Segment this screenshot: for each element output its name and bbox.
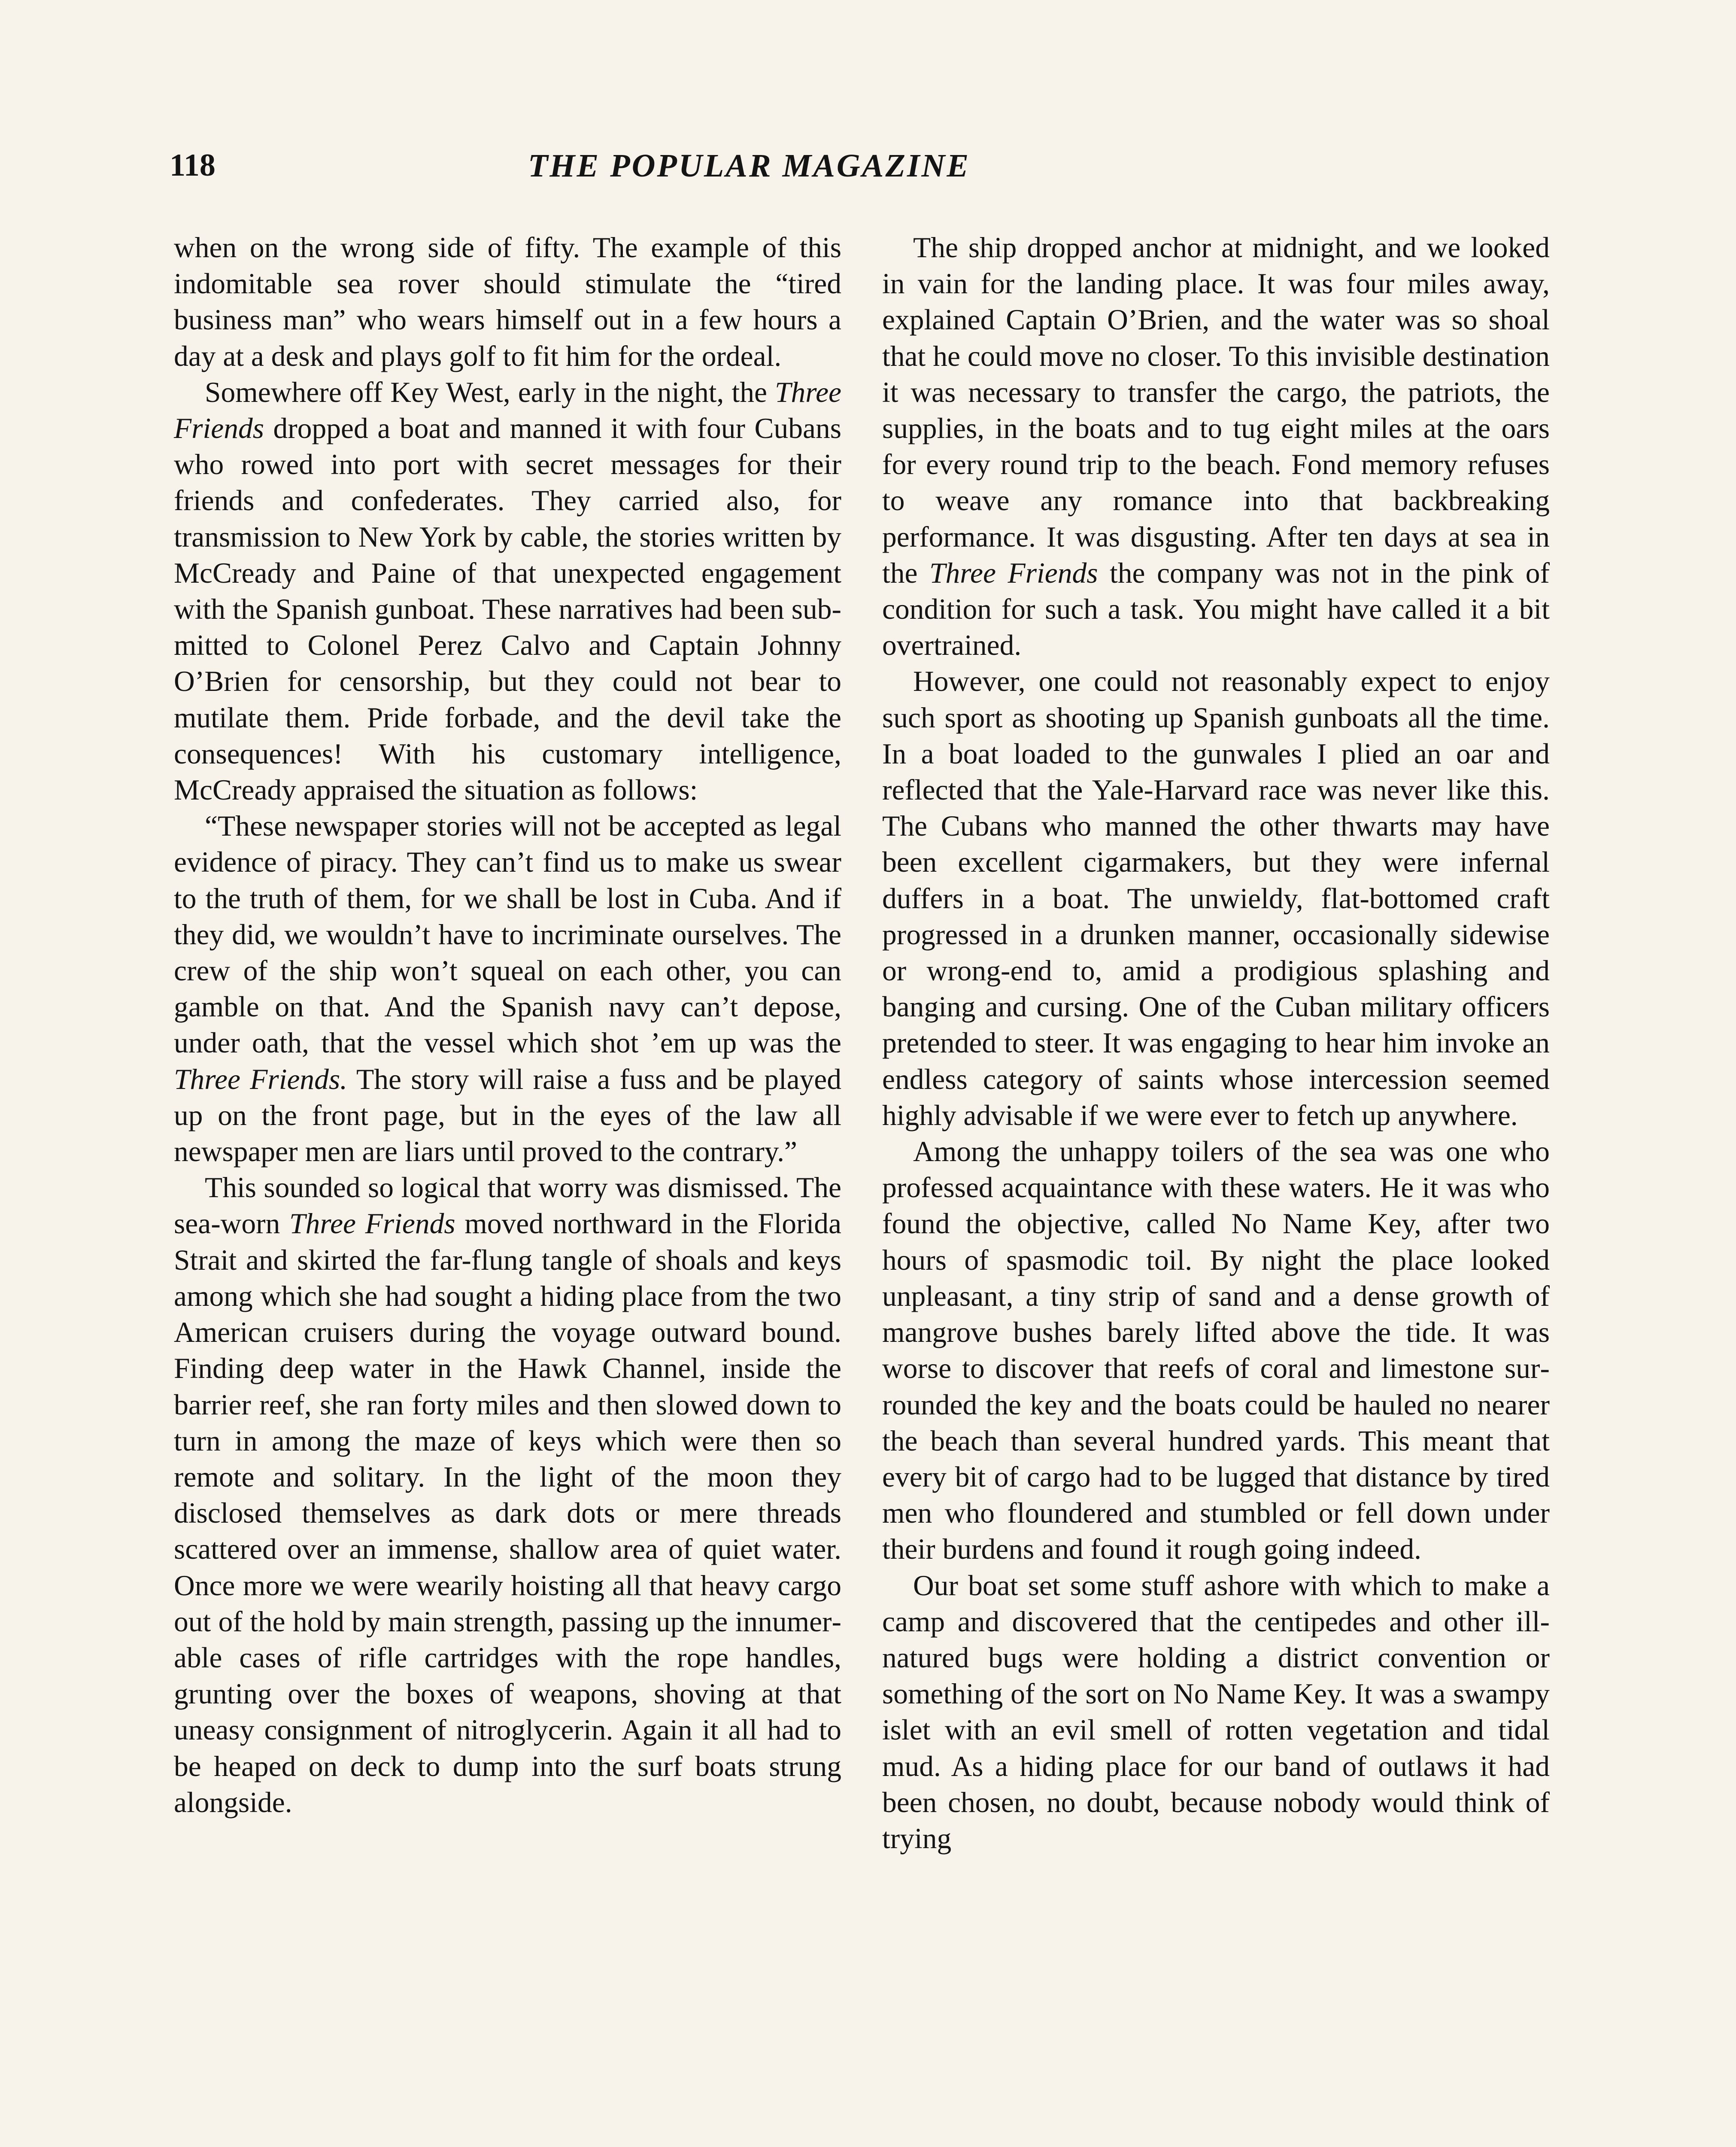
paragraph-text: This sounded so logical that worry was dismissed. The sea-worn <box>174 1171 841 1240</box>
italic-title: Three Friends <box>289 1207 455 1240</box>
article-paragraph <box>882 1134 1550 1567</box>
article-paragraph <box>174 374 841 808</box>
italic-title: Three Friends <box>174 376 841 445</box>
article-paragraph <box>882 1568 1550 1857</box>
paragraph-text: “These newspaper stories will not be accepted as legal evidence of piracy. They can’t find us to make us swear to the truth of them, for we shall be lost in Cuba. And if they did, we wouldn’t have to incriminate ourselves. The crew of the ship won’t squeal on each other, you can gamble on that. And the Spanish navy can’t depose, under oath, that the vessel which shot ’em up was the <box>174 810 841 1059</box>
paragraph-text: moved northward in the Florida Strait and skirted the far-flung tangle of shoals and keys among which she had sought a hiding place from the two American cruisers during the voyage outward bound. Finding deep water in the Hawk Channel, inside the barrier reef, she ran forty miles and then slowed down to turn in among the maze of keys which were then so remote and solitary. In the light of the moon they disclosed themselves as dark dots or mere threads scattered over an immense, shallow area of quiet water. Once more we were wearily hoisting all that heavy cargo out of the hold by main strength, passing up the innumerable cases of rifle cartridges with the rope handles, grunting over the boxes of weapons, shoving at that uneasy consignment of nitroglycerin. Again it all had to be heaped on deck to dump into the surf boats strung alongside. <box>174 1207 841 1819</box>
paragraph-text: The ship dropped anchor at midnight, and we looked in vain for the landing place. It was four miles away, explained Captain O’Brien, and the water was so shoal that he could move no closer. To this invisible destination it was necessary to transfer the cargo, the patriots, the supplies, in the boats and to tug eight miles at the oars for every round trip to the beach. Fond memory refuses to weave any romance into that backbreaking performance. It was disgusting. After ten days at sea in the <box>882 231 1550 589</box>
paragraph-text: Our boat set some stuff ashore with which to make a camp and discovered that the centipedes and other ill-natured bugs were holding a district convention or something of the sort on No Name Key. It was a swampy islet with an evil smell of rotten vegetation and tidal mud. As a hiding place for our band of outlaws it had been chosen, no doubt, because nobody would think of trying <box>882 1569 1550 1855</box>
article-paragraph <box>882 663 1550 1134</box>
article-paragraph <box>174 808 841 1170</box>
right-column <box>882 230 1550 1857</box>
paragraph-text: Among the unhappy toilers of the sea was one who professed acquaintance with these waters. He it was who found the objective, called No Name Key, after two hours of spasmodic toil. By night the place looked unpleasant, a tiny strip of sand and a dense growth of mangrove bushes barely lifted above the tide. It was worse to discover that reefs of coral and limestone surrounded the key and the boats could be hauled no nearer the beach than several hundred yards. This meant that every bit of cargo had to be lugged that distance by tired men who floundered and stumbled or fell down under their burdens and found it rough going indeed. <box>882 1135 1550 1566</box>
article-paragraph <box>174 1170 841 1821</box>
paragraph-text: The story will raise a fuss and be played up on the front page, but in the eyes of the law all newspaper men are liars until proved to the contrary.” <box>174 1063 841 1168</box>
paragraph-text: Somewhere off Key West, early in the night, the <box>205 376 775 408</box>
page-number: 118 <box>170 148 215 183</box>
running-head: THE POPULAR MAGAZINE <box>528 148 971 184</box>
article-paragraph <box>882 230 1550 663</box>
italic-title: Three Friends. <box>174 1063 348 1095</box>
left-column <box>174 230 841 1821</box>
paragraph-text: when on the wrong side of fifty. The example of this indomitable sea rover should stimulate the “tired business man” who wears himself out in a few hours a day at a desk and plays golf to fit him for the ordeal. <box>174 231 841 372</box>
paragraph-text: dropped a boat and manned it with four Cubans who rowed into port with secret messages for their friends and confederates. They carried also, for transmission to New York by cable, the stories written by McCready and Paine of that unexpected engagement with the Spanish gunboat. These narratives had been submitted to Colonel Perez Calvo and Captain Johnny O’Brien for censorship, but they could not bear to mutilate them. Pride forbade, and the devil take the consequences! With his customary intelligence, McCready appraised the situation as follows: <box>174 412 841 806</box>
paragraph-text: However, one could not reasonably expect to enjoy such sport as shooting up Spanish gunboats all the time. In a boat loaded to the gunwales I plied an oar and reflected that the Yale-Harvard race was never like this. The Cubans who manned the other thwarts may have been excellent cigarmakers, but they were infernal duffers in a boat. The unwieldy, flat-bottomed craft progressed in a drunken manner, occasionally sidewise or wrong-end to, amid a prodigious splashing and banging and cursing. One of the Cuban military officers pretended to steer. It was engaging to hear him invoke an endless category of saints whose intercession seemed highly advisable if we were ever to fetch up anywhere. <box>882 665 1550 1131</box>
article-paragraph <box>174 230 841 374</box>
paragraph-text: the company was not in the pink of condition for such a task. You might have called it a bit overtrained. <box>882 557 1550 662</box>
italic-title: Three Friends <box>929 557 1098 589</box>
